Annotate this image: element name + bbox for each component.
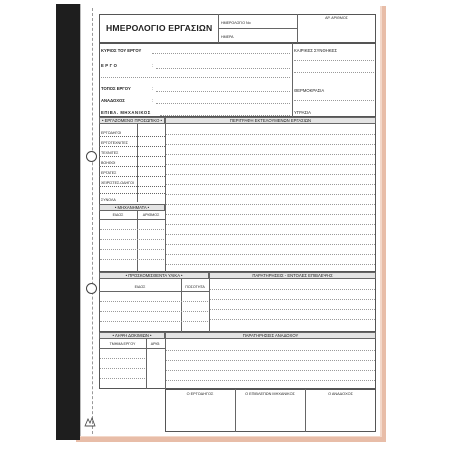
binding-strip bbox=[56, 4, 80, 440]
materials-notes-section bbox=[99, 272, 376, 332]
temperature-label: ΘΕΡΜΟΚΡΑΣΙΑ bbox=[294, 88, 325, 93]
materials-col-type: ΕΙΔΟΣ bbox=[134, 285, 146, 289]
journal-number-label: ΗΜΕΡΟΛΟΓΙΟ Νο bbox=[221, 21, 251, 25]
work-description-header: ΠΕΡΙΓΡΑΦΗ ΕΚΤΕΛΟΥΜΕΝΩΝ ΕΡΓΑΣΙΩΝ bbox=[165, 117, 376, 124]
form-title: ΗΜΕΡΟΛΟΓΙΟ ΕΡΓΑΣΙΩΝ bbox=[106, 23, 213, 33]
contractor-notes-header: ΠΑΡΑΤΗΡΗΣΕΙΣ ΑΝΑΔΟΧΟΥ bbox=[165, 332, 376, 339]
supervision-notes-header: ΠΑΡΑΤΗΡΗΣΕΙΣ - ΕΝΤΟΛΕΣ ΕΠΙΒΛΕΨΗΣ bbox=[209, 272, 376, 279]
personnel-row: ΕΡΓΟΔΗΓΟΙ bbox=[101, 131, 122, 135]
tests-col-position: ΤΜΗΜΑ ΕΡΓΟΥ bbox=[109, 342, 136, 346]
location-label: ΤΟΠΟΣ ΕΡΓΟΥ bbox=[101, 86, 131, 91]
materials-col-qty: ΠΟΣΟΤΗΤΑ bbox=[185, 285, 205, 289]
signature-foreman: Ο ΕΡΓΟΔΗΓΟΣ bbox=[186, 392, 214, 396]
machinery-header: • ΜΗΧΑΝΗΜΑΤΑ • bbox=[99, 204, 165, 211]
project-info-box bbox=[99, 43, 376, 117]
tests-col-number: ΑΡΙΘ. bbox=[150, 342, 161, 346]
personnel-row: ΕΡΓΑΤΕΣ bbox=[101, 171, 117, 175]
owner-label: ΚΥΡΙΟΣ ΤΟΥ ΕΡΓΟΥ bbox=[101, 48, 142, 53]
personnel-row: ΕΡΓΟΤΕΧΝΙΤΕΣ bbox=[101, 141, 128, 145]
number-label: ΑΡ. ΑΡΙΘΜΟΣ bbox=[325, 16, 348, 20]
tests-header: • ΛΗΨΗ ΔΟΚΙΜΙΩΝ • bbox=[99, 332, 165, 339]
binder-hole-bottom bbox=[86, 283, 97, 294]
publisher-logo bbox=[84, 415, 96, 427]
personnel-row: ΧΕΙΡΙΣΤΕΣ-ΟΔΗΓΟΙ bbox=[101, 181, 134, 185]
project-label: ΕΡΓΟ bbox=[101, 63, 119, 68]
personnel-row: ΤΕΧΝΙΤΕΣ bbox=[101, 151, 119, 155]
personnel-header: • ΕΡΓΑΖΟΜΕΝΟ ΠΡΟΣΩΠΙΚΟ • bbox=[99, 117, 165, 124]
machinery-col-type: ΕΙΔΟΣ bbox=[112, 213, 124, 217]
weather-label: ΚΑΙΡΙΚΕΣ ΣΥΝΘΗΚΕΣ bbox=[294, 48, 337, 53]
engineer-label: ΕΠΙΒΛ. ΜΗΧΑΝΙΚΟΣ bbox=[101, 110, 151, 115]
binder-hole-top bbox=[86, 151, 97, 162]
signature-supervisor: Ο ΕΠΙΒΛΕΠΩΝ ΜΗΧΑΝΙΚΟΣ bbox=[245, 392, 295, 396]
perforation-line bbox=[92, 8, 93, 434]
personnel-total-label: ΣΥΝΟΛΑ bbox=[101, 198, 116, 202]
contractor-label: ΑΝΑΔΟΧΟΣ bbox=[101, 98, 125, 103]
personnel-row: ΒΟΗΘΟΙ bbox=[101, 161, 116, 165]
date-label: ΗΜΕΡΑ bbox=[221, 35, 234, 39]
signature-contractor: Ο ΑΝΑΔΟΧΟΣ bbox=[328, 392, 353, 396]
humidity-label: ΥΓΡΑΣΙΑ bbox=[294, 110, 311, 115]
machinery-col-count: ΑΡΙΘΜΟΣ bbox=[142, 213, 160, 217]
materials-header: • ΠΡΟΣΚΟΜΙΣΘΕΝΤΑ ΥΛΙΚΑ • bbox=[99, 272, 209, 279]
